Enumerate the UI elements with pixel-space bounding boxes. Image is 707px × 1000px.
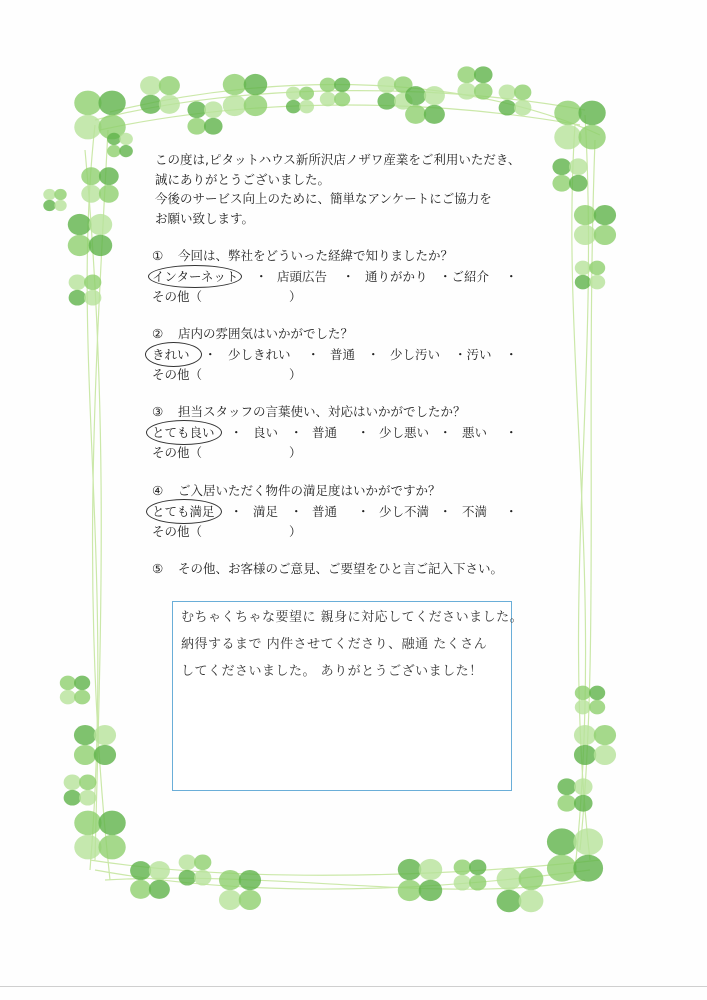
other-close: ）	[289, 289, 302, 304]
option-normal[interactable]: 普通	[330, 347, 356, 362]
option-very-satisfied[interactable]: とても満足	[152, 504, 215, 519]
clover-leaf-decoration	[74, 811, 125, 860]
option-separator: ・	[357, 425, 370, 440]
option-separator: ・	[505, 425, 518, 440]
option-somewhat-unsatisfied[interactable]: 少し不満	[379, 504, 430, 519]
option-separator: ・	[342, 269, 355, 284]
other-close: ）	[289, 367, 302, 382]
intro-text	[155, 150, 520, 228]
question-number: ②	[152, 326, 164, 341]
question-4	[152, 480, 518, 542]
option-satisfied[interactable]: 満足	[253, 504, 279, 519]
option-separator: ・	[255, 269, 268, 284]
other-close: ）	[289, 524, 302, 539]
other-label: その他（	[152, 289, 203, 304]
clover-leaf-decoration	[286, 87, 314, 114]
other-field	[152, 443, 466, 463]
other-field	[152, 522, 441, 542]
option-internet[interactable]: インターネット	[152, 269, 239, 284]
clover-leaf-decoration	[575, 261, 605, 290]
intro-line-2: 誠にありがとうございました。	[155, 171, 331, 187]
intro-line-3: 今後のサービス向上のために、簡単なアンケートにご協力を	[155, 191, 492, 206]
comment-line-3: してくださいました。 ありがとうございました！	[181, 664, 483, 679]
question-1	[152, 245, 518, 307]
other-field	[152, 287, 453, 307]
clover-leaf-decoration	[547, 828, 603, 881]
selected-answer-circle	[146, 420, 222, 445]
option-dirty[interactable]: ・汚い	[454, 347, 492, 362]
clover-leaf-decoration	[398, 859, 442, 901]
clover-leaf-decoration	[320, 78, 350, 107]
question-number: ③	[152, 404, 164, 419]
clover-leaf-decoration	[74, 725, 116, 765]
clover-leaf-decoration	[107, 133, 133, 157]
question-options	[152, 502, 518, 522]
option-bad[interactable]: 悪い	[462, 425, 488, 440]
option-normal[interactable]: 普通	[312, 504, 338, 519]
option-separator: ・	[290, 504, 303, 519]
intro-line-1: この度は,ピタットハウス新所沢店ノザワ産業をご利用いただき、	[155, 152, 521, 167]
other-field	[152, 365, 353, 385]
question-text: 店内の雰囲気はいかがでした？	[178, 326, 354, 341]
option-separator: ・	[230, 504, 243, 519]
clover-leaf-decoration	[69, 274, 102, 305]
other-label: その他（	[152, 524, 203, 539]
question-options	[152, 267, 518, 287]
question-5	[152, 558, 503, 580]
option-separator: ・	[439, 425, 452, 440]
clover-leaf-decoration	[554, 101, 605, 150]
question-text: 担当スタッフの言葉使い、対応はいかがでしたか？	[178, 404, 466, 419]
question-number: ④	[152, 483, 164, 498]
option-very-good[interactable]: とても良い	[152, 425, 215, 440]
clover-leaf-decoration	[60, 676, 90, 705]
clover-leaf-decoration	[219, 870, 261, 910]
option-clean[interactable]: きれい	[152, 347, 190, 362]
option-separator: ・	[204, 347, 217, 362]
option-referral[interactable]: ・ご紹介	[439, 269, 490, 284]
clover-leaf-decoration	[64, 774, 97, 805]
question-text: その他、お客様のご意見、ご要望をひと言ご記入下さい。	[178, 561, 504, 576]
option-somewhat-bad[interactable]: 少し悪い	[379, 425, 430, 440]
option-separator: ・	[290, 425, 303, 440]
option-somewhat-dirty[interactable]: 少し汚い	[390, 347, 441, 362]
other-close: ）	[289, 445, 302, 460]
other-label: その他（	[152, 367, 203, 382]
clover-leaf-decoration	[552, 158, 587, 191]
option-separator: ・	[307, 347, 320, 362]
question-options	[152, 423, 518, 443]
option-unsatisfied[interactable]: 不満	[462, 504, 488, 519]
clover-leaf-decoration	[574, 205, 616, 245]
selected-answer-circle	[145, 342, 202, 367]
clover-leaf-decoration	[81, 167, 118, 203]
option-separator: ・	[367, 347, 380, 362]
option-separator: ・	[230, 425, 243, 440]
comment-box[interactable]	[172, 601, 512, 791]
clover-leaf-decoration	[187, 101, 222, 134]
other-label: その他（	[152, 445, 203, 460]
option-store-ad[interactable]: 店頭広告	[277, 269, 328, 284]
option-separator: ・	[439, 504, 452, 519]
option-separator: ・	[505, 347, 518, 362]
option-separator: ・	[505, 504, 518, 519]
question-2	[152, 323, 518, 385]
question-text: 今回は、弊社をどういった経緯で知りましたか？	[178, 248, 454, 263]
clover-leaf-decoration	[457, 66, 492, 99]
scan-edge-line	[0, 986, 707, 987]
option-passing-by[interactable]: 通りがかり	[365, 269, 428, 284]
intro-line-4: お願い致します。	[155, 210, 255, 226]
clover-leaf-decoration	[43, 189, 66, 211]
option-normal[interactable]: 普通	[312, 425, 338, 440]
question-number: ⑤	[152, 561, 164, 576]
question-3	[152, 401, 518, 463]
option-separator: ・	[505, 269, 518, 284]
clover-leaf-decoration	[454, 859, 487, 890]
clover-leaf-decoration	[557, 778, 592, 811]
comment-line-2: 納得するまで 内件させてくださり、融通 たくさん	[181, 637, 488, 652]
option-somewhat-clean[interactable]: 少しきれい	[228, 347, 291, 362]
question-text: ご入居いただく物件の満足度はいかがですか？	[178, 483, 441, 498]
clover-leaf-decoration	[497, 868, 544, 912]
option-good[interactable]: 良い	[253, 425, 279, 440]
clover-leaf-decoration	[140, 76, 180, 114]
question-number: ①	[152, 248, 164, 263]
selected-answer-circle	[146, 499, 222, 524]
question-options	[152, 345, 518, 365]
clover-leaf-decoration	[68, 214, 112, 256]
comment-line-1: むちゃくちゃな要望に 親身に対応してくださいました。	[181, 610, 524, 625]
option-separator: ・	[357, 504, 370, 519]
selected-answer-circle	[148, 265, 242, 288]
